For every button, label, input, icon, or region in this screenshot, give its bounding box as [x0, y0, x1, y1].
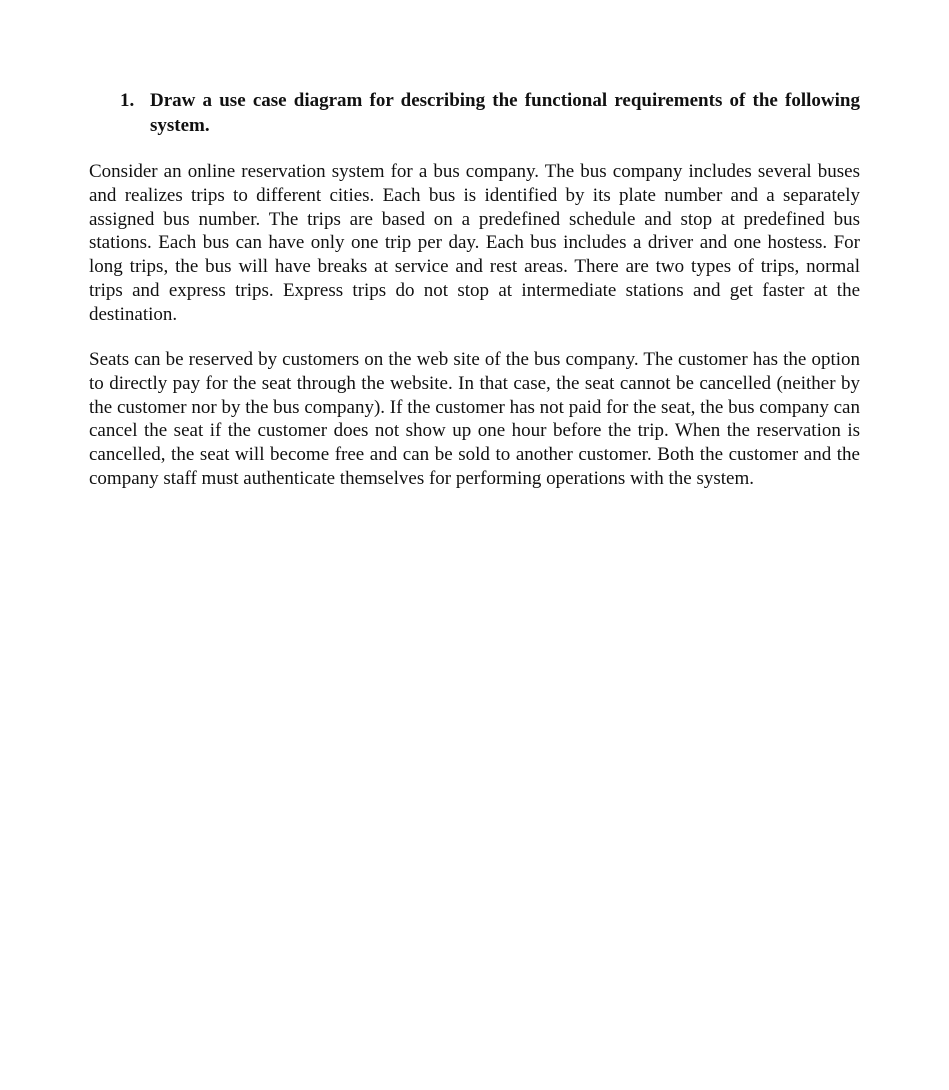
question-text: Draw a use case diagram for describing the functional requirements of the following system.: [150, 90, 860, 136]
question-item: [120, 88, 860, 138]
reservation-rules-paragraph: Seats can be reserved by customers on the web site of the bus company. The customer has the option to directly pay for the seat through the website. In that case, the seat cannot be cancelled (neither by the customer nor by the bus company). If the customer has not paid for the seat, the bus company can cancel the seat if the customer does not show up one hour before the trip. When the reservation is cancelled, the seat will become free and can be sold to another customer. Both the customer and the company staff must authenticate themselves for performing operations with the system.: [89, 349, 860, 489]
question-number: 1.: [120, 90, 135, 111]
system-description-paragraph: Consider an online reservation system for a bus company. The bus company includes several buses and realizes trips to different cities. Each bus is identified by its plate number and a separately assigned bus number. The trips are based on a predefined schedule and stop at predefined bus stations. Each bus can have only one trip per day. Each bus includes a driver and one hostess. For long trips, the bus will have breaks at service and rest areas. There are two types of trips, normal trips and express trips. Express trips do not stop at intermediate stations and get faster at the destination.: [89, 161, 860, 325]
